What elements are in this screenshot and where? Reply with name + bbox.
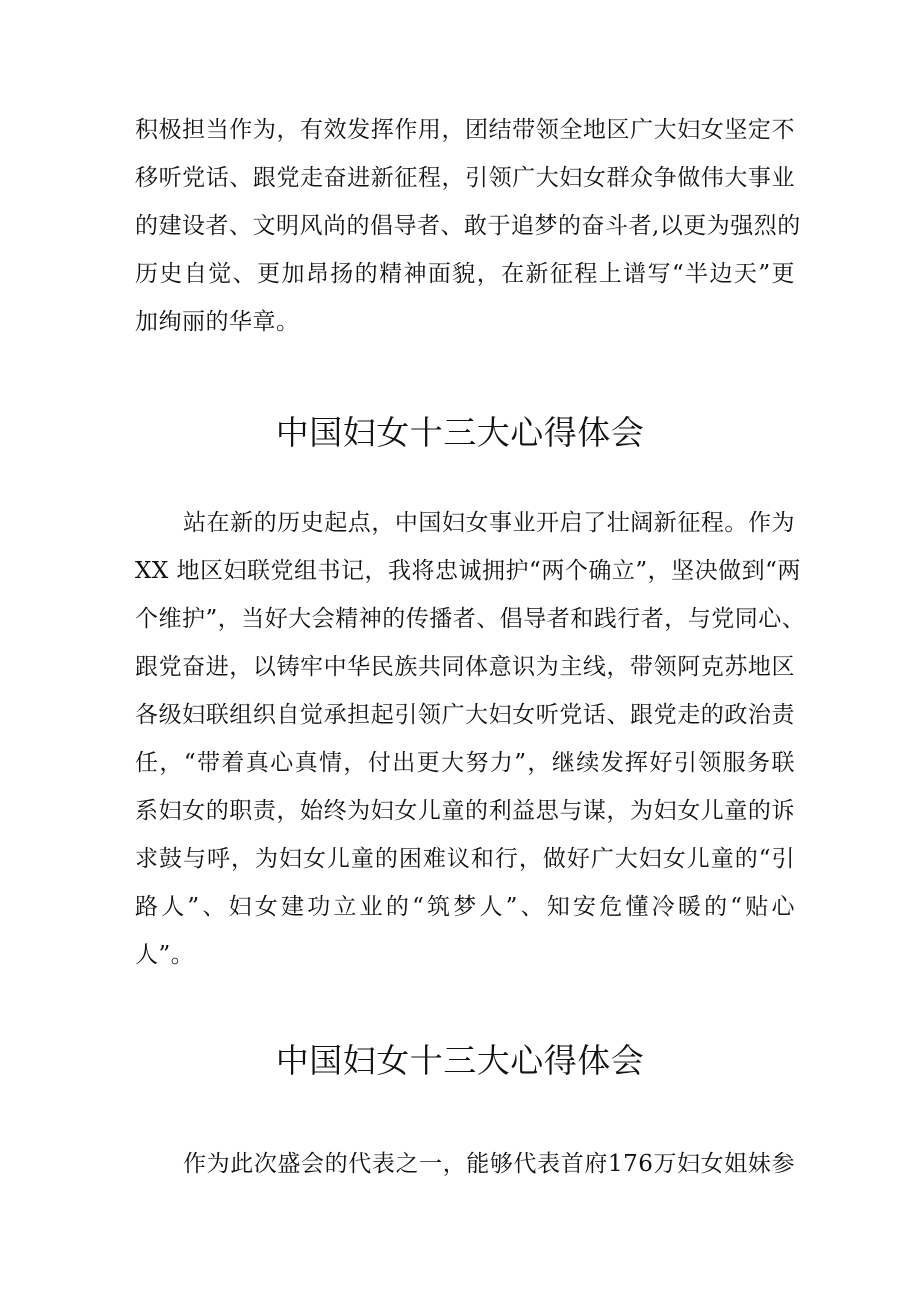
text-line: 跟党奋进，以铸牢中华民族共同体意识为主线，带领阿克苏地区 [135, 654, 795, 680]
text-line: 各级妇联组织自觉承担起引领广大妇女听党话、跟党走的政治责 [135, 702, 795, 728]
text-line: XX 地区妇联党组书记，我将忠诚拥护“两个确立”，坚决做到“两 [135, 558, 801, 584]
section-heading: 中国妇女十三大心得体会 [275, 1041, 645, 1080]
text-line: 求鼓与呼，为妇女儿童的困难议和行，做好广大妇女儿童的“引 [135, 846, 795, 872]
text-line: 移听党话、跟党走奋进新征程，引领广大妇女群众争做伟大事业 [135, 165, 795, 191]
text-line: 站在新的历史起点，中国妇女事业开启了壮阔新征程。作为 [183, 510, 795, 536]
paragraph-continuation [135, 106, 801, 346]
text-line: 个维护”，当好大会精神的传播者、倡导者和践行者，与党同心、 [135, 606, 806, 632]
paragraph-body [135, 499, 806, 979]
text-line: 任，“带着真心真情，付出更大努力”，继续发挥好引领服务联 [135, 750, 795, 776]
text-line: 人”。 [135, 942, 195, 968]
text-line: 历史自觉、更加昂扬的精神面貌，在新征程上谱写“半边天”更 [135, 261, 795, 287]
text-line: 加绚丽的华章。 [135, 309, 300, 335]
text-line: 系妇女的职责，始终为妇女儿童的利益思与谋，为妇女儿童的诉 [135, 798, 795, 824]
text-line: 作为此次盛会的代表之一，能够代表首府176万妇女姐妹参 [183, 1151, 795, 1177]
text-line: 积极担当作为，有效发挥作用，团结带领全地区广大妇女坚定不 [135, 117, 795, 143]
text-line: 的建设者、文明风尚的倡导者、敢于追梦的奋斗者,以更为强烈的 [135, 213, 801, 239]
paragraph-body [135, 1140, 795, 1188]
section-heading: 中国妇女十三大心得体会 [275, 413, 645, 452]
text-line: 路人”、妇女建功立业的“筑梦人”、知安危懂冷暖的“贴心 [135, 894, 795, 920]
